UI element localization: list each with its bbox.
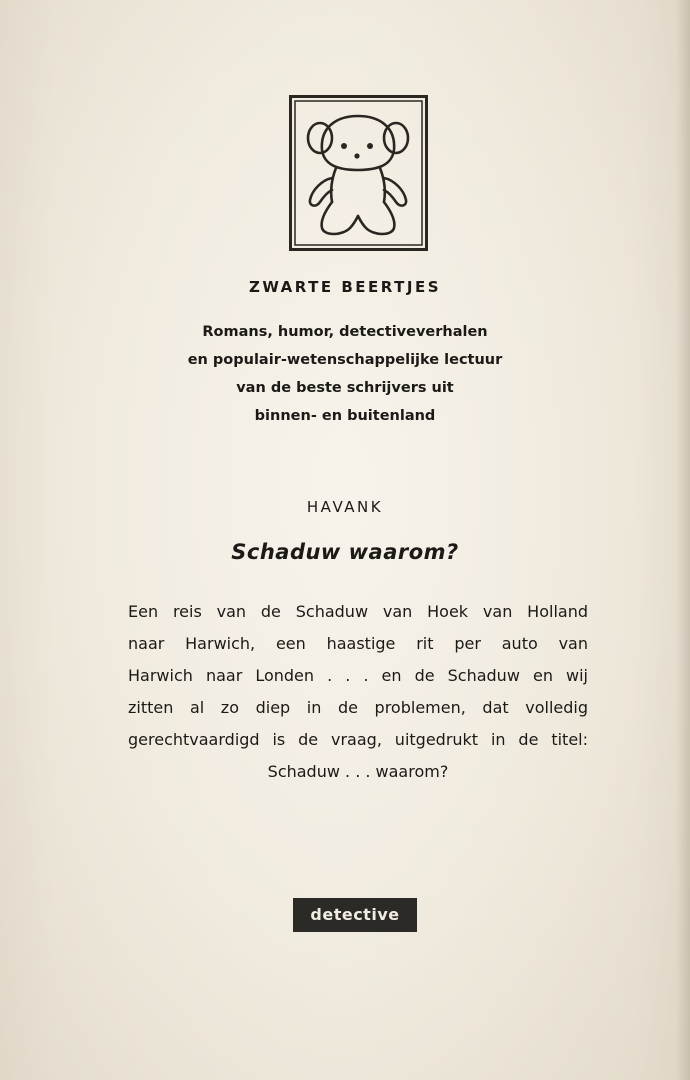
blurb-line: Schaduw . . . waarom? <box>267 762 449 781</box>
blurb-line: Een reis van de Schaduw van Hoek van Holland <box>128 602 588 621</box>
blurb-line: gerechtvaardigd is de vraag, uitgedrukt in de titel: <box>128 730 588 749</box>
series-description-line: Romans, humor, detectiveverhalen <box>202 324 488 340</box>
blurb-line: naar Harwich, een haastige rit per auto van <box>128 634 588 653</box>
series-logo <box>289 95 428 251</box>
book-title: Schaduw waarom? <box>231 540 459 564</box>
blurb-line: zitten al zo diep in de problemen, dat volledig <box>128 698 588 717</box>
author-name: HAVANK <box>306 498 384 516</box>
series-description-line: en populair-wetenschappelijke lectuur <box>187 352 503 368</box>
series-description-line: binnen- en buitenland <box>254 408 436 424</box>
series-title: ZWARTE BEERTJES <box>248 278 442 296</box>
teddy-bear-icon <box>292 98 425 248</box>
series-description-line: van de beste schrijvers uit <box>236 380 454 396</box>
series-description <box>0 318 690 430</box>
book-blurb <box>128 596 588 788</box>
genre-badge: detective <box>293 898 417 932</box>
blurb-line: Harwich naar Londen . . . en de Schaduw en wij <box>128 666 588 685</box>
